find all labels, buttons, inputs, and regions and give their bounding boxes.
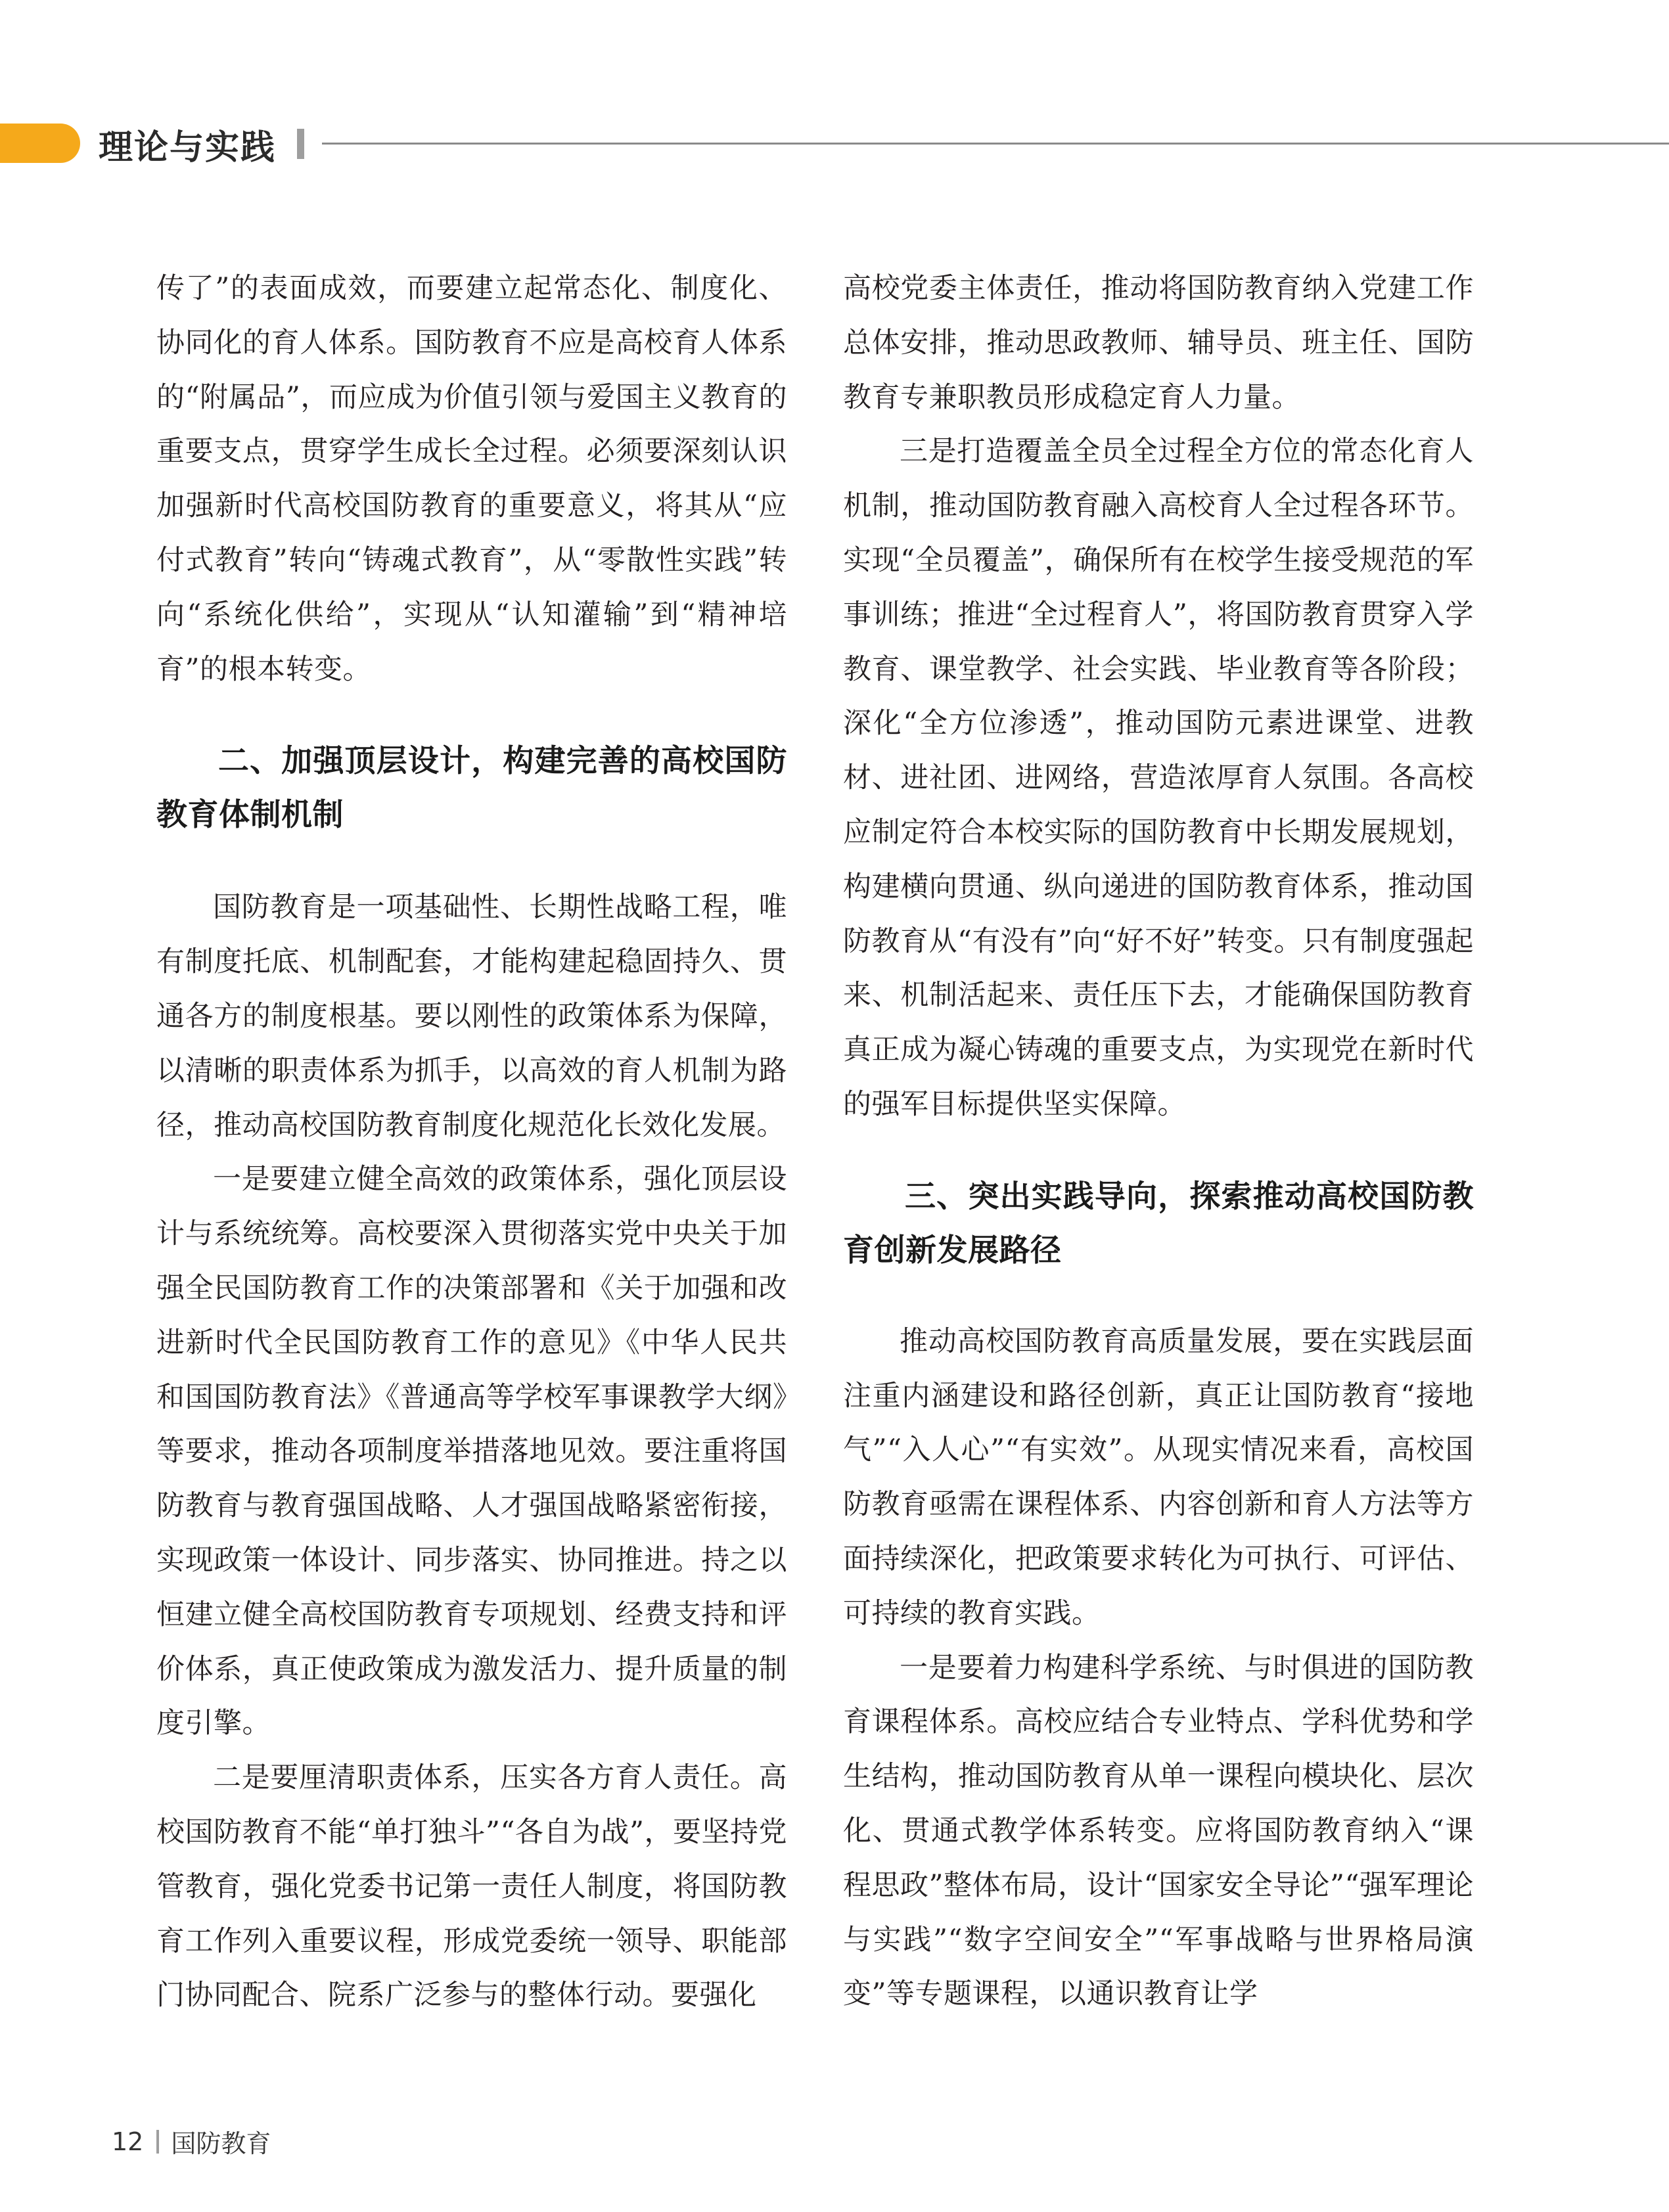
section-title: 理论与实践 (99, 128, 277, 168)
paragraph: 推动高校国防教育高质量发展，要在实践层面注重内涵建设和路径创新，真正让国防教育“接地气”“入人心”“有实效”。从现实情况来看，高校国防教育亟需在课程体系、内容创新和育人方法等方面持续深化，把政策要求转化为可执行、可评估、可持续的教育实践。 (843, 1324, 1474, 1630)
paragraph: 三是打造覆盖全员全过程全方位的常态化育人机制，推动国防教育融入高校育人全过程各环节。实现“全员覆盖”，确保所有在校学生接受规范的军事训练；推进“全过程育人”，将国防教育贯穿入学教育、课堂教学、社会实践、毕业教育等各阶段；深化“全方位渗透”，推动国防元素进课堂、进教材、进社团、进网络，营造浓厚育人氛围。各高校应制定符合本校实际的国防教育中长期发展规划，构建横向贯通、纵向递进的国防教育体系，推动国防教育从“有没有”向“好不好”转变。只有制度强起来、机制活起来、责任压下去，才能确保国防教育真正成为凝心铸魂的重要支点，为实现党在新时代的强军目标提供坚实保障。 (843, 435, 1474, 1121)
page-number: 12 (112, 2127, 144, 2156)
section-accent-tab (0, 124, 80, 163)
header-separator-bar (297, 129, 304, 159)
footer-separator (156, 2130, 159, 2154)
magazine-name: 国防教育 (171, 2129, 271, 2158)
section-heading-2: 二、加强顶层设计，构建完善的高校国防教育体制机制 (156, 743, 787, 834)
paragraph: 二是要厘清职责体系，压实各方育人责任。高校国防教育不能“单打独斗”“各自为战”，要坚持党管教育，强化党委书记第一责任人制度，将国防教育工作列入重要议程，形成党委统一领导、职能部门协同配合、院系广泛参与的整体行动。要强化 (156, 1761, 787, 2012)
right-column (843, 261, 1474, 2021)
paragraph: 一是要着力构建科学系统、与时俱进的国防教育课程体系。高校应结合专业特点、学科优势和学生结构，推动国防教育从单一课程向模块化、层次化、贯通式教学体系转变。应将国防教育纳入“课程思政”整体布局，设计“国家安全导论”“强军理论与实践”“数字空间安全”“军事战略与世界格局演变”等专题课程，以通识教育让学 (843, 1651, 1474, 2011)
header-rule (322, 143, 1669, 145)
paragraph: 国防教育是一项基础性、长期性战略工程，唯有制度托底、机制配套，才能构建起稳固持久、贯通各方的制度根基。要以刚性的政策体系为保障，以清晰的职责体系为抓手，以高效的育人机制为路径，推动高校国防教育制度化规范化长效化发展。 (156, 891, 787, 1142)
section-heading-3: 三、突出实践导向，探索推动高校国防教育创新发展路径 (843, 1178, 1474, 1269)
page-footer (112, 2123, 271, 2159)
paragraph: 高校党委主体责任，推动将国防教育纳入党建工作总体安排，推动思政教师、辅导员、班主任、国防教育专兼职教员形成稳定育人力量。 (843, 272, 1474, 414)
left-column (156, 261, 787, 2023)
paragraph: 传了”的表面成效，而要建立起常态化、制度化、协同化的育人体系。国防教育不应是高校育人体系的“附属品”，而应成为价值引领与爱国主义教育的重要支点，贯穿学生成长全过程。必须要深刻认识加强新时代高校国防教育的重要意义，将其从“应付式教育”转向“铸魂式教育”，从“零散性实践”转向“系统化供给”，实现从“认知灌输”到“精神培育”的根本转变。 (156, 272, 787, 686)
paragraph: 一是要建立健全高效的政策体系，强化顶层设计与系统统筹。高校要深入贯彻落实党中央关于加强全民国防教育工作的决策部署和《关于加强和改进新时代全民国防教育工作的意见》《中华人民共和国国防教育法》《普通高等学校军事课教学大纲》等要求，推动各项制度举措落地见效。要注重将国防教育与教育强国战略、人才强国战略紧密衔接，实现政策一体设计、同步落实、协同推进。持之以恒建立健全高校国防教育专项规划、经费支持和评价体系，真正使政策成为激发活力、提升质量的制度引擎。 (156, 1163, 787, 1740)
